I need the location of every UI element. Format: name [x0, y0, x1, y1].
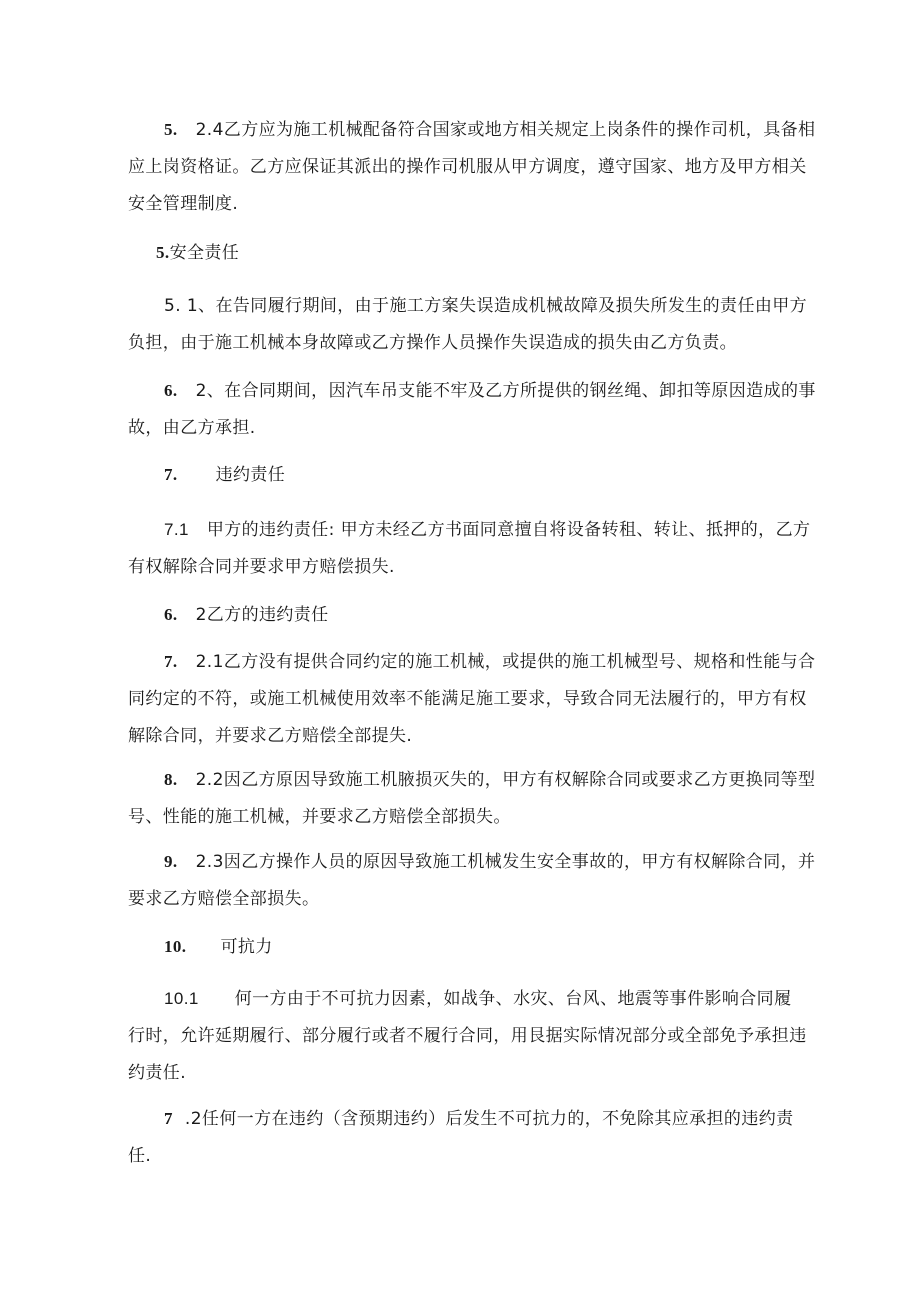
clause-number: 7.1	[164, 520, 189, 539]
paragraph-text: 2.4乙方应为施工机械配备符合国家或地方相关规定上岗条件的操作司机，具备相	[195, 120, 816, 140]
clause-number: 10.1	[164, 989, 199, 1008]
section-title: 2乙方的违约责任	[195, 605, 329, 625]
list-number: 5.	[164, 120, 178, 139]
section-title: 安全责任	[169, 243, 240, 263]
paragraph-7-1	[128, 511, 811, 586]
paragraph-text: 安全管理制度.	[128, 194, 239, 214]
paragraph-7-2-3	[128, 843, 816, 918]
section-heading-breach	[128, 456, 798, 494]
paragraph-text: 行时，允许延期履行、部分履行或者不履行合同，用艮据实际情况部分或全部免予承担违	[128, 1026, 807, 1046]
paragraph-text: 何一方由于不可抗力因素，如战争、水灾、台风、地震等事件影响合同履	[234, 989, 792, 1009]
paragraph-text: 2.2因乙方原因导致施工机腋损灭失的，甲方有权解除合同或要求乙方更换同等型	[195, 770, 816, 790]
paragraph-text: 2、在合同期间，因汽车吊支能不牢及乙方所提供的钢丝绳、卸扣等原因造成的事	[195, 381, 816, 401]
paragraph-10-2	[128, 1100, 798, 1175]
list-number: 9.	[164, 852, 178, 871]
paragraph-7-2-1	[128, 643, 816, 755]
paragraph-text: 2.3因乙方操作人员的原因导致施工机械发生安全事故的，甲方有权解除合同，并	[195, 852, 816, 872]
paragraph-text: 同约定的不符，或施工机械使用效率不能满足施工要求，导致合同无法履行的，甲方有权	[128, 689, 807, 709]
paragraph-text: 约责任.	[128, 1063, 187, 1083]
paragraph-text: .2任何一方在违约（含预期违约）后发生不可抗力的，不免除其应承担的违约责	[184, 1109, 794, 1129]
paragraph-text: 号、性能的施工机械，并要求乙方赔偿全部损失。	[128, 807, 511, 827]
list-number: 6.	[164, 381, 178, 400]
paragraph-text: 故，由乙方承担.	[128, 418, 256, 438]
section-number: 6.	[164, 605, 178, 624]
paragraph-text: 5. 1、在告同履行期间，由于施工方案失误造成机械故障及损失所发生的责任由甲方	[164, 296, 808, 316]
paragraph-text: 2.1乙方没有提供合同约定的施工机械，或提供的施工机械型号、规格和性能与合	[195, 652, 816, 672]
paragraph-text: 负担，由于施工机械本身故障或乙方操作人员操作失误造成的损失由乙方负责。	[128, 333, 737, 353]
section-number: 7.	[164, 465, 178, 484]
section-title: 违约责任	[215, 465, 286, 485]
paragraph-text: 应上岗资格证。乙方应保证其派出的操作司机服从甲方调度，遵守国家、地方及甲方相关	[128, 157, 807, 177]
list-number: 8.	[164, 770, 178, 789]
paragraph-2-4	[128, 111, 816, 223]
paragraph-text: 甲方的违约责任: 甲方未经乙方书面同意擅自将设备转租、转让、抵押的，乙方	[206, 520, 811, 540]
list-number: 7.	[164, 652, 178, 671]
paragraph-text: 有权解除合同并要求甲方赔偿损失.	[128, 557, 395, 577]
paragraph-text: 任.	[128, 1146, 152, 1166]
paragraph-text: 要求乙方赔偿全部损失。	[128, 889, 320, 909]
paragraph-7-2-2	[128, 761, 816, 836]
list-number: 7	[164, 1109, 173, 1128]
paragraph-10-1	[128, 980, 807, 1092]
section-heading-party-b-breach	[128, 596, 798, 634]
paragraph-5-2	[128, 372, 816, 447]
paragraph-text: 解除合同，并要求乙方赔偿全部提失.	[128, 726, 413, 746]
section-title: 可抗力	[220, 937, 273, 957]
section-heading-force-majeure	[128, 928, 798, 966]
section-heading-safety	[128, 234, 798, 272]
section-number: 10.	[164, 937, 187, 956]
section-number: 5.	[156, 243, 170, 262]
paragraph-5-1	[128, 288, 808, 362]
